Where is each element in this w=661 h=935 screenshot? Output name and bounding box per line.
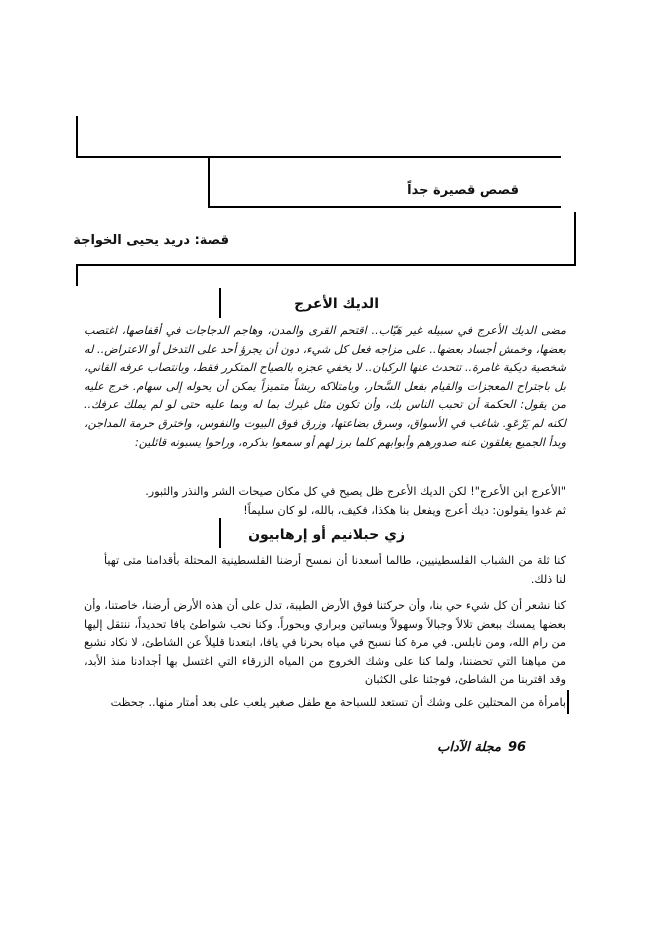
story1-title-rule: [219, 288, 221, 318]
story2-paragraph-1: كنا ثلة من الشباب الفلسطينيين، طالما أسعدنا أن نمسح أرضنا الفلسطينية المحتلة بأقدامنا متى تهيأ لنا ذلك.: [104, 554, 566, 586]
header-rule-horizontal-mid: [208, 206, 561, 208]
story2-title: زي حبلانيم أو إرهابيون: [248, 527, 405, 543]
author-line: قصة: دريد يحيى الخواجة: [73, 233, 229, 248]
story1-quote-line1: "الأعرج ابن الأعرج"! لكن الديك الأعرج ظل يصيح في كل مكان صيحات الشر والنذر والثبور.: [145, 485, 566, 498]
header-rule-vertical-bottom-left: [76, 264, 78, 286]
story2-paragraph-3: بامرأة من المحتلين على وشك أن تستعد للسباحة مع طفل صغير يلعب على بعد أمتار منها.. جحظت: [110, 696, 566, 709]
story2-title-rule: [219, 518, 221, 548]
header-rule-vertical-right: [574, 212, 576, 266]
story1-title: الديك الأعرج: [294, 296, 379, 312]
section-label: قصص قصيرة جداً: [407, 183, 519, 198]
header-rule-vertical-left: [76, 116, 78, 156]
header-rule-horizontal-top: [76, 156, 561, 158]
page-number: 96: [508, 740, 527, 755]
story1-paragraph: مضى الديك الأعرج في سبيله غير هَيّاب.. اقتحم القرى والمدن، وهاجم الدجاجات في أقفاصها، اغتصب بعضها، وخمش أجساد بعضها.. على مزاجه فعل كل شيء، دون أن يجرؤ أحد على التدخل أو الاعتراض.. له شخصية ديكية غامرة.. تتحدث عنها الركبان.. لا يخفي عجزه بالصياح المتكرر فقط، وبانتصاب عرفه القاني، بل باجتراح المعجزات والقيام بفعل السَّحار، وبامتلاكه ريشاً متميزاً يمكن أن يحوله إلى سهام. خرج عليه من يقول: الحكمة أن تحبب الناس بك، وأن تكون مثل غيرك بما له وبما عليه حتى لو لم يملك عرفك.. لكنه لم يَرْعَوِ. شاغب في الأسواق، وسرق بضاعتها، وزرق فوق البيوت والنفوس، واخترق حرمة المداجن، وبدأ الجميع يغلقون عنه صدورهم وأبوابهم كلما برز لهم أو سمعوا بذكره، وراحوا يسبونه قائلين:: [84, 324, 566, 449]
story1-quote-line2: ثم غدوا يقولون: ديك أعرج ويفعل بنا هكذا، فكيف، بالله، لو كان سليماً!: [243, 504, 566, 517]
story2-paragraph-2: كنا نشعر أن كل شيء حي بنا، وأن حركتنا فوق الأرض الطيبة، تدل على أن هذه الأرض أرضنا، خاصتنا، وأن بعضها يمسك ببعض تلالاً وجبالاً وسهولاً وبساتين وبراري وبحوراً. وكنا نحب شواطئ يافا تحديداً، ننتقل إليها من رام الله، ومن نابلس. في مرة كنا نسبح في مياه بحرنا في يافا، ابتعدنا قليلاً عن الشاطئ، لا نكاد نشبع من مياهنا التي تحضننا، ولما كنا على وشك الخروج من المياه الزرقاء التي اغتسل بها أجدادنا منذ الأبد، وقد اقتربنا من الشاطئ، فوجئنا على الكثبان: [84, 599, 566, 687]
header-rule-horizontal-bottom: [76, 264, 576, 266]
story2-right-rule: [567, 690, 569, 714]
header-rule-vertical-mid: [208, 156, 210, 208]
magazine-name: مجلة الآداب: [437, 740, 501, 755]
